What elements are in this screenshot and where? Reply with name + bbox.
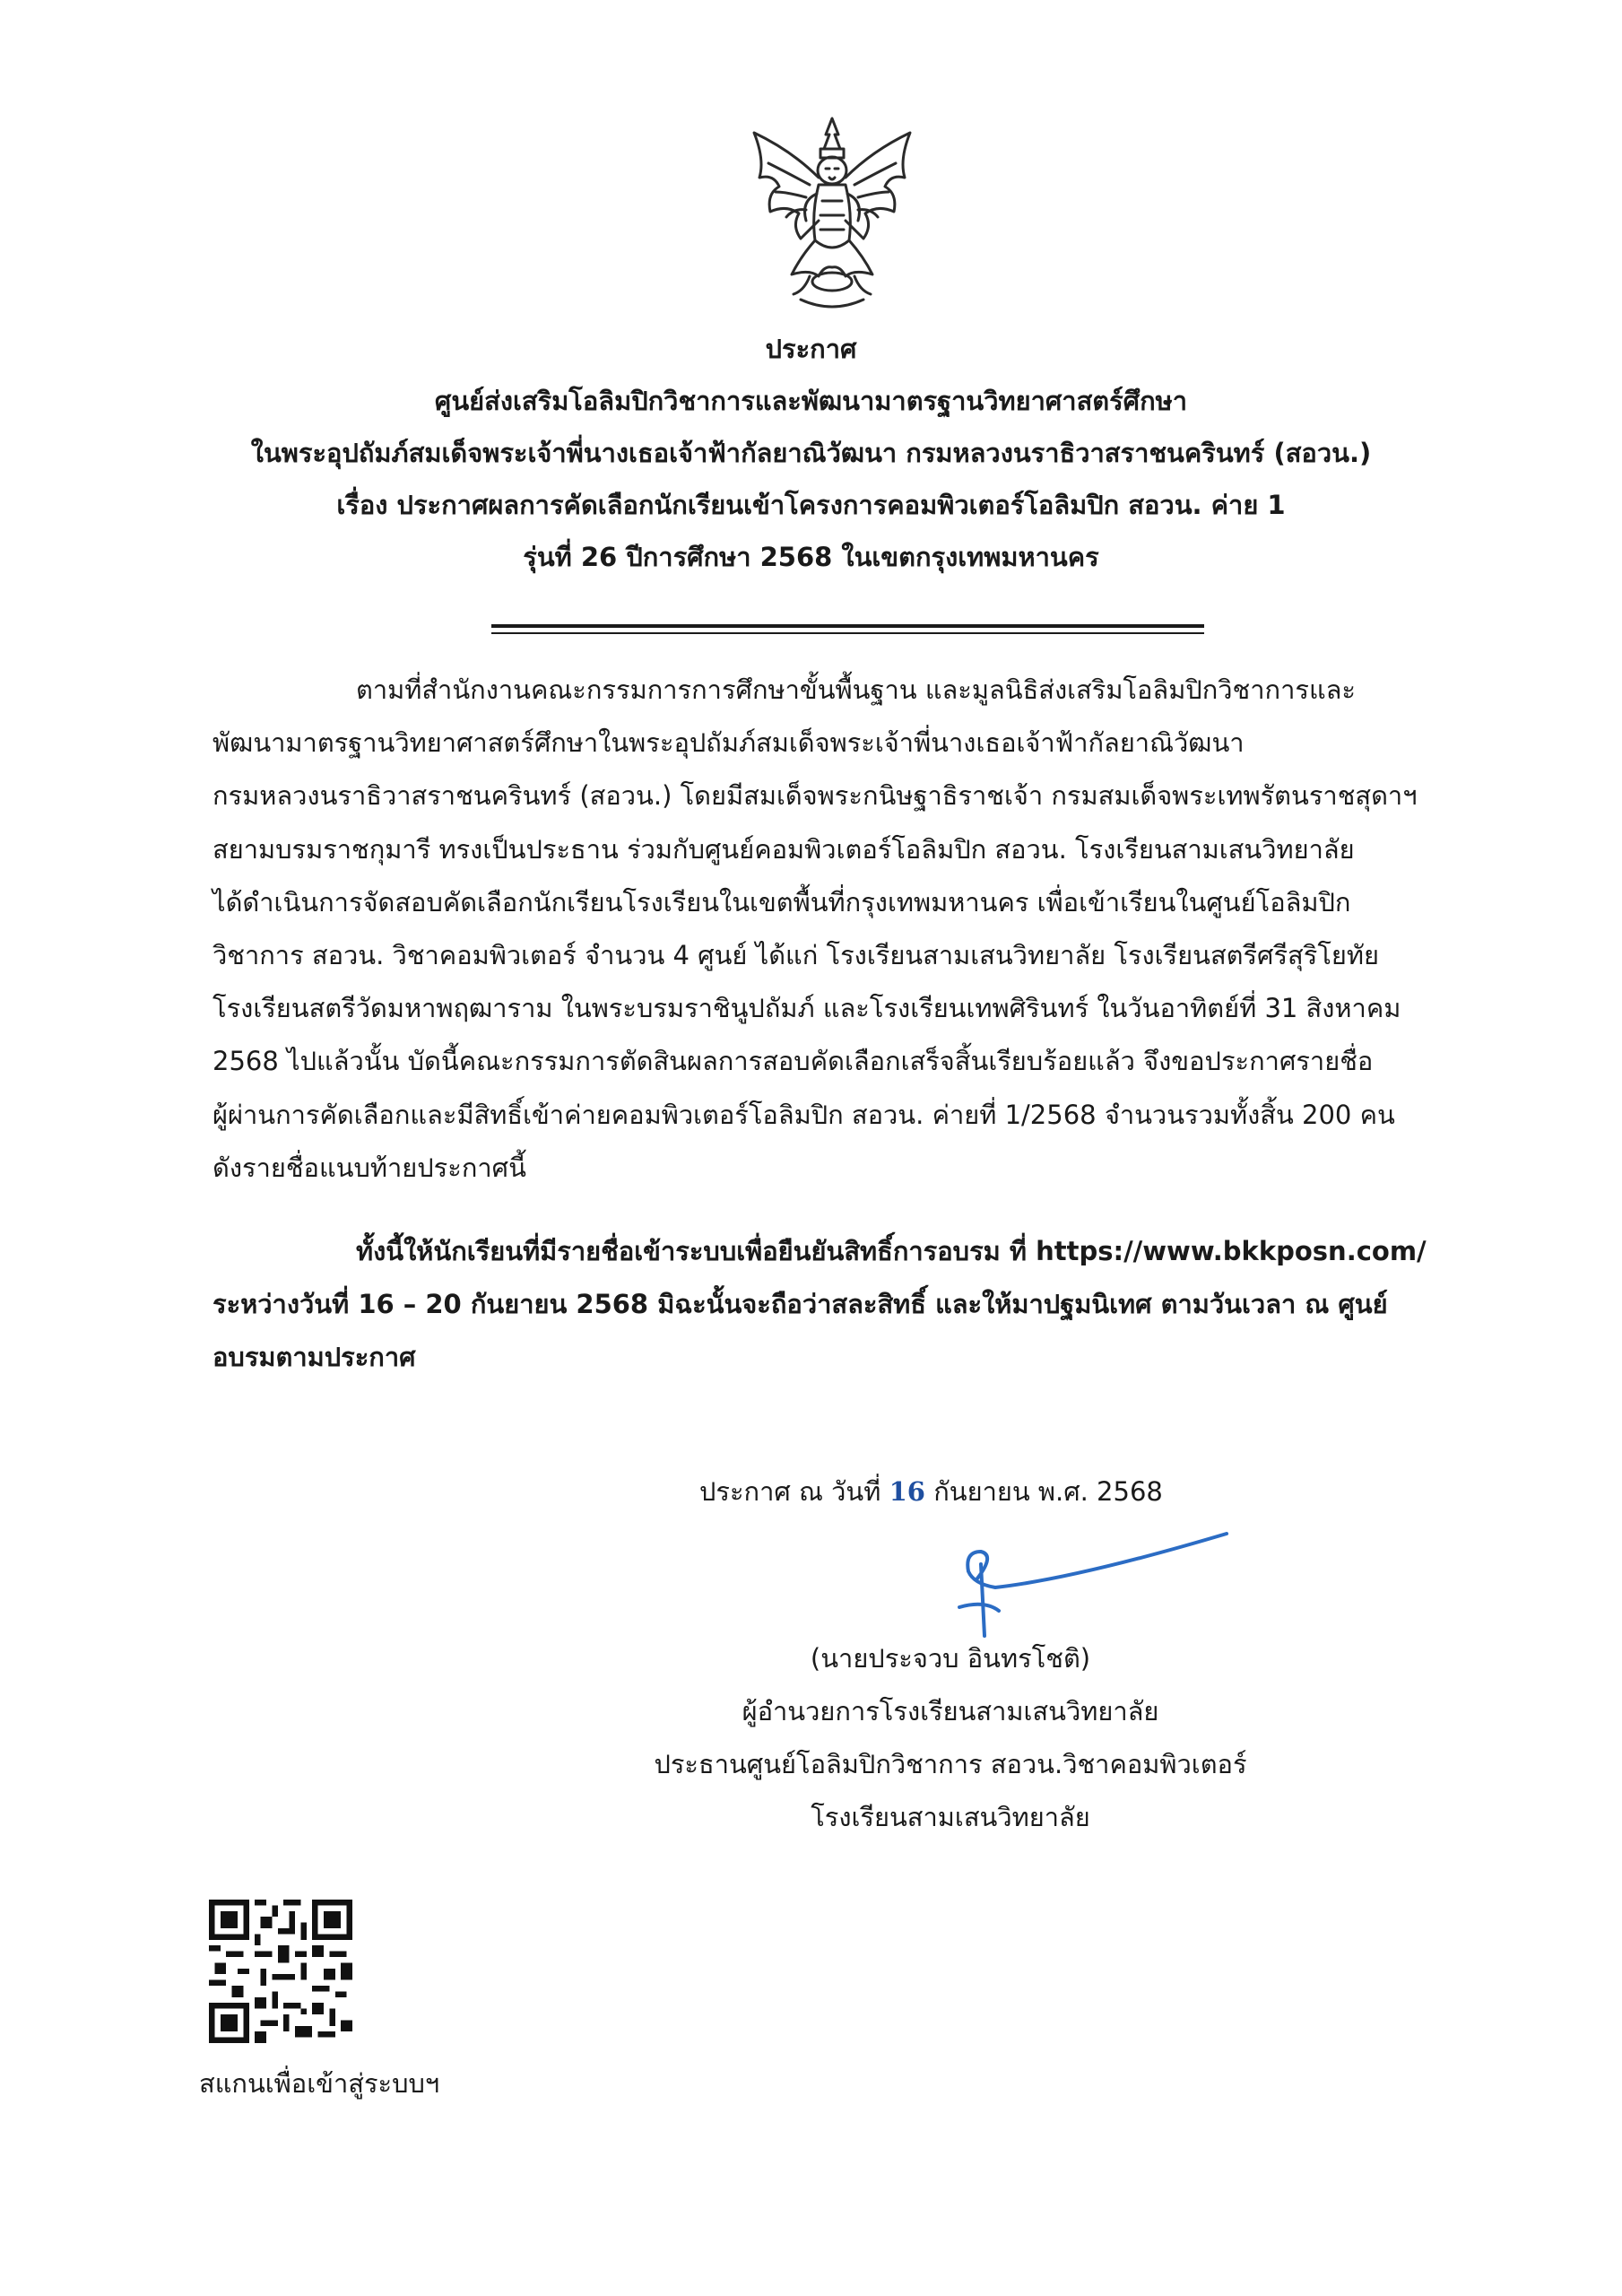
paragraph-line: ดังรายชื่อแนบท้ายประกาศนี้	[213, 1152, 526, 1183]
date-prefix: ประกาศ ณ วันที่	[699, 1476, 881, 1507]
paragraph-line: สยามบรมราชกุมารี ทรงเป็นประธาน ร่วมกับศูนย์คอมพิวเตอร์โอลิมปิก สอวน. โรงเรียนสามเสนวิทยาลัย	[213, 833, 1355, 865]
organization-name-line2: ในพระอุปถัมภ์สมเด็จพระเจ้าพี่นางเธอเจ้าฟ้ากัลยาณิวัฒนา กรมหลวงนราธิวาสราชนครินทร์ (สอวน.)	[250, 438, 1372, 468]
handwritten-signature	[941, 1525, 1237, 1641]
announcement-paragraph-1	[213, 664, 1457, 1195]
divider-thin	[491, 632, 1204, 634]
paragraph-line: พัฒนามาตรฐานวิทยาศาสตร์ศึกษาในพระอุปถัมภ์สมเด็จพระเจ้าพี่นางเธอเจ้าฟ้ากัลยาณิวัฒนา	[213, 727, 1245, 759]
announcement-paragraph-2	[213, 1225, 1457, 1385]
paragraph-line: วิชาการ สอวน. วิชาคอมพิวเตอร์ จำนวน 4 ศูนย์ ได้แก่ โรงเรียนสามเสนวิทยาลัย โรงเรียนสตรีศรีสุริโยทัย	[213, 940, 1379, 971]
qr-code-icon[interactable]	[209, 1900, 352, 2043]
signatory-position-2: ประธานศูนย์โอลิมปิกวิชาการ สอวน.วิชาคอมพิวเตอร์	[654, 1749, 1247, 1779]
date-day-handwritten: 16	[889, 1476, 925, 1507]
paragraph-line: กรมหลวงนราธิวาสราชนครินทร์ (สอวน.) โดยมีสมเด็จพระกนิษฐาธิราชเจ้า กรมสมเด็จพระเทพรัตนราชสุดาฯ	[213, 780, 1418, 812]
organization-name-line1: ศูนย์ส่งเสริมโอลิมปิกวิชาการและพัฒนามาตรฐานวิทยาศาสตร์ศึกษา	[434, 386, 1188, 416]
paragraph-line: 2568 ไปแล้วนั้น บัดนี้คณะกรรมการตัดสินผลการสอบคัดเลือกเสร็จสิ้นเรียบร้อยแล้ว จึงขอประกาศรายชื่อ	[213, 1046, 1374, 1077]
subject-line1: เรื่อง ประกาศผลการคัดเลือกนักเรียนเข้าโครงการคอมพิวเตอร์โอลิมปิก สอวน. ค่าย 1	[336, 490, 1286, 520]
subject-line2: รุ่นที่ 26 ปีการศึกษา 2568 ในเขตกรุงเทพมหานคร	[523, 542, 1099, 572]
garuda-emblem-icon	[747, 115, 917, 317]
signatory-position-3: โรงเรียนสามเสนวิทยาลัย	[811, 1802, 1090, 1832]
signatory-name: (นายประจวบ อินทรโชติ)	[810, 1643, 1091, 1674]
signatory-position-1: ผู้อำนวยการโรงเรียนสามเสนวิทยาลัย	[742, 1696, 1159, 1726]
paragraph-line: ได้ดำเนินการจัดสอบคัดเลือกนักเรียนโรงเรียนในเขตพื้นที่กรุงเทพมหานคร เพื่อเข้าเรียนในศูนย์โอลิมปิก	[213, 886, 1351, 918]
qr-caption: สแกนเพื่อเข้าสู่ระบบฯ	[199, 2068, 440, 2099]
signatory-block	[556, 1632, 1345, 1844]
announcement-date	[699, 1471, 1163, 1512]
paragraph-line: ระหว่างวันที่ 16 – 20 กันยายน 2568 มิฉะนั้นจะถือว่าสละสิทธิ์ และให้มาปฐมนิเทศ ตามวันเวลา ณ ศูนย์	[213, 1289, 1388, 1320]
paragraph-line: ตามที่สำนักงานคณะกรรมการการศึกษาขั้นพื้นฐาน และมูลนิธิส่งเสริมโอลิมปิกวิชาการและ	[356, 674, 1356, 705]
paragraph-line: ทั้งนี้ให้นักเรียนที่มีรายชื่อเข้าระบบเพื่อยืนยันสิทธิ์การอบรม ที่ https://www.bkkposn.com/	[356, 1236, 1427, 1266]
paragraph-line: อบรมตามประกาศ	[213, 1342, 416, 1373]
divider-thick	[491, 624, 1204, 628]
paragraph-line: โรงเรียนสตรีวัดมหาพฤฒาราม ในพระบรมราชินูปถัมภ์ และโรงเรียนเทพศิรินทร์ ในวันอาทิตย์ที่ 31 สิงหาคม	[213, 993, 1401, 1024]
paragraph-line: ผู้ผ่านการคัดเลือกและมีสิทธิ์เข้าค่ายคอมพิวเตอร์โอลิมปิก สอวน. ค่ายที่ 1/2568 จำนวนรวมทั้งสิ้น 200 คน	[213, 1099, 1395, 1130]
date-suffix: กันยายน พ.ศ. 2568	[933, 1476, 1163, 1507]
document-type-title: ประกาศ	[765, 334, 857, 364]
